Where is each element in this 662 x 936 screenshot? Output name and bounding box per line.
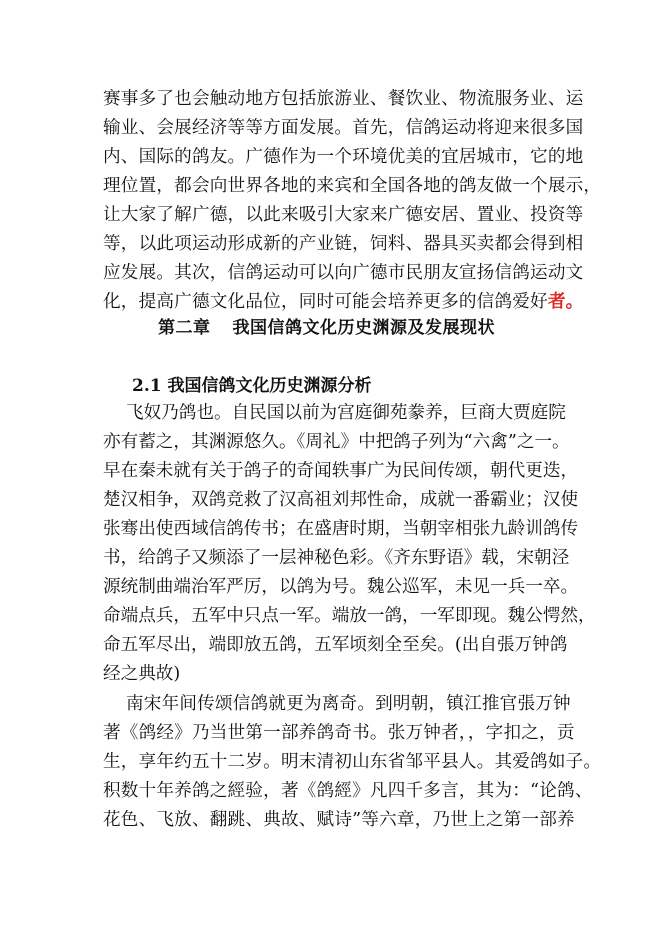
text-line: 输业、会展经济等等方面发展。首先，信鸽运动将迎来很多国	[103, 118, 584, 138]
text-line: 楚汉相争，双鸽竞救了汉高祖刘邦性命，成就一番霸业；汉使	[103, 490, 579, 510]
text-line: 积数十年养鸽之經验，著《鸽經》凡四千多言，其为：“论鸽、	[103, 781, 593, 801]
text-line: 命五军尽出，端即放五鸽，五军顷刻全至矣。(出自張万钟鸽	[103, 635, 568, 655]
text-line: 著《鸽经》乃当世第一部养鸽奇书。张万钟者，，字扣之，贡	[103, 723, 575, 743]
chapter-title: 我国信鸽文化历史渊源及发展现状	[232, 318, 495, 338]
text-line: 等，以此项运动形成新的产业链，饲料、器具买卖都会得到相	[103, 234, 584, 254]
text-line: 花色、飞放、翻跳、典故、赋诗”等六章，乃世上之第一部养	[103, 810, 575, 830]
text-line: 源统制曲端治军严厉，以鸽为号。魏公巡军，未见一兵一卒。	[103, 577, 579, 597]
text-line: 飞奴乃鸽也。自民国以前为宫庭御苑豢养，巨商大贾庭院	[126, 403, 566, 423]
text-line-last-body: 化，提高广德文化品位，同时可能会培养更多的信鸽爱好	[103, 292, 548, 312]
text-line: 应发展。其次，信鸽运动可以向广德市民朋友宣扬信鸽运动文	[103, 263, 584, 283]
text-line: 书，给鸽子又频添了一层神秘色彩。《齐东野语》载，宋朝泾	[103, 548, 570, 568]
text-line: 经之典故)	[103, 664, 181, 684]
text-line: 南宋年间传颂信鸽就更为离奇。到明朝，镇江推官張万钟	[126, 694, 571, 714]
section-heading: 2.1 我国信鸽文化历史渊源分析	[132, 376, 372, 396]
chapter-number: 第二章	[158, 318, 211, 338]
text-line: 赛事多了也会触动地方包括旅游业、餐饮业、物流服务业、运	[103, 89, 584, 109]
text-line: 亦有蓄之，其渊源悠久。《周礼》中把鸽子列为“六禽”之一。	[103, 432, 570, 452]
highlighted-text: 者。	[547, 291, 584, 312]
chapter-heading	[158, 316, 495, 340]
text-line: 早在秦未就有关于鸽子的奇闻轶事广为民间传颂，朝代更迭，	[103, 461, 579, 481]
text-line: 命端点兵，五军中只点一军。端放一鸽，一军即现。魏公愕然，	[103, 606, 596, 626]
text-line-last	[103, 290, 583, 314]
text-line: 理位置，都会向世界各地的来宾和全国各地的鸽友做一个展示，	[103, 176, 602, 196]
text-line: 让大家了解广德，以此来吸引大家来广德安居、置业、投资等	[103, 205, 584, 225]
text-line: 生，享年约五十二岁。明末清初山东省邹平县人。其爱鸽如子。	[103, 752, 602, 772]
text-line: 张骞出使西域信鸽传书；在盛唐时期，当朝宰相张九龄训鸽传	[103, 519, 579, 539]
text-line: 内、国际的鸽友。广德作为一个环境优美的宜居城市，它的地	[103, 147, 584, 167]
